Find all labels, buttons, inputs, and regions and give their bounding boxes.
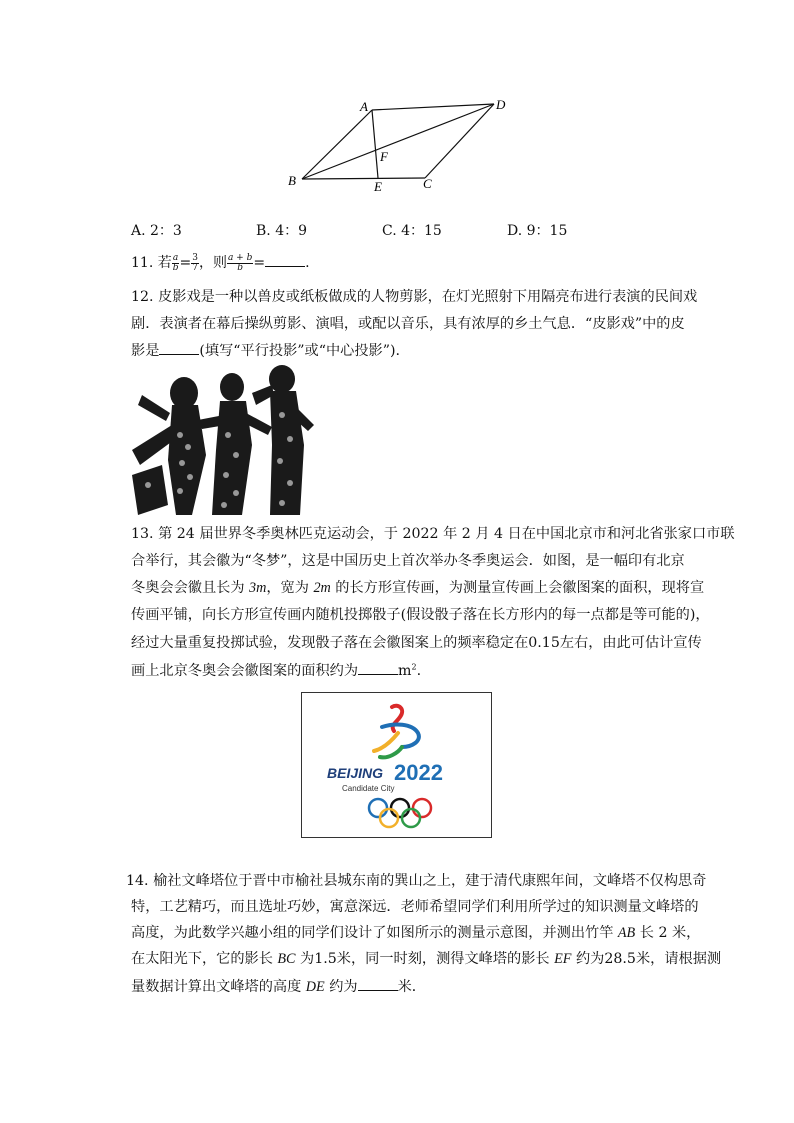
q14-answer-blank[interactable] [358,978,398,991]
option-b: B. 4：9 [256,223,308,239]
q11-eq: = [179,255,192,271]
ring-blue [369,799,387,817]
q14-line-3-b: 长 2 米， [635,925,701,941]
q14-bc: BC [277,951,296,967]
q11-fraction-3-7: $\frac{3}{7}$ [192,252,198,273]
beijing-logo-image [302,693,491,837]
logo-word: BEIJING [327,765,384,781]
q14-line-4-c: 约为28.5米，请根据测 [571,951,722,967]
side-ab [302,110,372,179]
q11-if: 若 [157,255,172,271]
q13-line-6-end: . [416,663,422,679]
side-cd [425,104,494,178]
q13-line-3-b: ，宽为 [266,580,314,596]
q11-fraction-apb-b: $\frac{a + b}{b}$ [227,252,253,273]
q14-line-4-a: 在太阳光下，它的影长 [131,951,278,967]
q12-answer-blank[interactable] [159,342,199,355]
q14-line-5-c: 米． [397,979,426,995]
ring-green [402,809,420,827]
q14-line-5-a: 量数据计算出文峰塔的高度 [131,979,306,995]
logo-subtitle: Candidate City [342,784,395,793]
logo-figure-yellow [374,733,398,751]
q13-line-3 [131,577,704,597]
q14-ab: AB [617,925,636,941]
q13-answer-blank[interactable] [358,662,398,675]
q11-end: . [305,255,310,271]
q14-line-2: 特，工艺精巧，而且选址巧妙，寓意深远．老师希望同学们利用所学过的知识测量文峰塔的 [131,899,699,915]
side-ad [372,104,494,110]
q11-answer-blank[interactable] [265,254,305,267]
q11-fraction-a-b: $\frac{a}{b}$ [172,252,179,273]
q14-de: DE [305,979,325,995]
q11-number: 11. [131,255,154,271]
q13-line-6-pre: 画上北京冬奥会会徽图案的面积约为 [131,663,359,679]
option-d: D. 9：15 [507,223,568,239]
label-a: A [360,99,368,114]
ring-yellow [380,809,398,827]
shadow-puppet-image [132,365,322,515]
q13-length: 3m [249,580,267,596]
q13-line-2: 合举行，其会徽为“冬梦”，这是中国历史上首次举办冬季奥运会．如图，是一幅印有北京 [131,553,685,569]
parallelogram-figure [280,92,520,196]
q13-unit-sup: 2 [411,662,417,672]
label-e: E [374,179,382,194]
q14-ef: EF [554,951,572,967]
q13-line-3-a: 冬奥会会徽且长为 [131,580,250,596]
q13-unit: m [398,663,412,679]
label-c: C [423,176,432,191]
option-a: A. 2：3 [131,223,182,239]
q14-line-5 [131,976,426,996]
q14-line-3-a: 高度，为此数学兴趣小组的同学们设计了如图所示的测量示意图，并测出竹竿 [131,925,618,941]
q14-line-3 [131,922,700,942]
question-11 [131,252,310,274]
q14-line-4-b: 为1.5米，同一时刻，测得文峰塔的影长 [295,951,555,967]
q13-width: 2m [313,580,331,596]
q13-line-6 [131,660,421,680]
diagonal-bd [302,104,494,179]
q12-line-3-pre: 影是 [131,343,160,359]
q11-then: ，则 [198,255,227,271]
q13-line-3-c: 的长方形宣传画，为测量宣传画上会徽图案的面积，现将宣 [330,580,705,596]
label-d: D [496,97,506,112]
logo-figure-red [392,706,402,731]
q12-line-3 [131,340,400,360]
segment-ae [372,110,378,178]
q13-line-1: 13. 第 24 届世界冬季奥林匹克运动会，于 2022 年 2 月 4 日在中国北京市和河北省张家口市联 [131,526,735,542]
label-f: F [380,149,388,164]
q11-eq2: = [253,255,266,271]
logo-year: 2022 [394,760,443,785]
q14-line-4 [131,948,721,968]
q12-line-1: 12. 皮影戏是一种以兽皮或纸板做成的人物剪影，在灯光照射下用隔亮布进行表演的民间戏 [131,289,698,305]
q14-line-5-b: 约为 [324,979,358,995]
q12-line-2: 剧．表演者在幕后操纵剪影、演唱，或配以音乐，具有浓厚的乡土气息．“皮影戏”中的皮 [131,316,685,332]
ring-red [413,799,431,817]
ring-black [391,799,409,817]
q12-line-3-post: (填写“平行投影”或“中心投影”). [199,343,401,359]
option-c: C. 4：15 [382,223,442,239]
label-b: B [288,173,296,188]
q14-line-1: 14. 榆社文峰塔位于晋中市榆社县城东南的巽山之上，建于清代康熙年间，文峰塔不仅构思奇 [126,873,707,889]
q13-line-5: 经过大量重复投掷试验，发现骰子落在会徽图案上的频率稳定在0.15左右，由此可估计宣传 [131,635,702,651]
q13-line-4: 传画平铺，向长方形宣传画内随机投掷骰子(假设骰子落在长方形内的每一点都是等可能的)， [131,607,710,623]
side-bc [302,178,425,179]
